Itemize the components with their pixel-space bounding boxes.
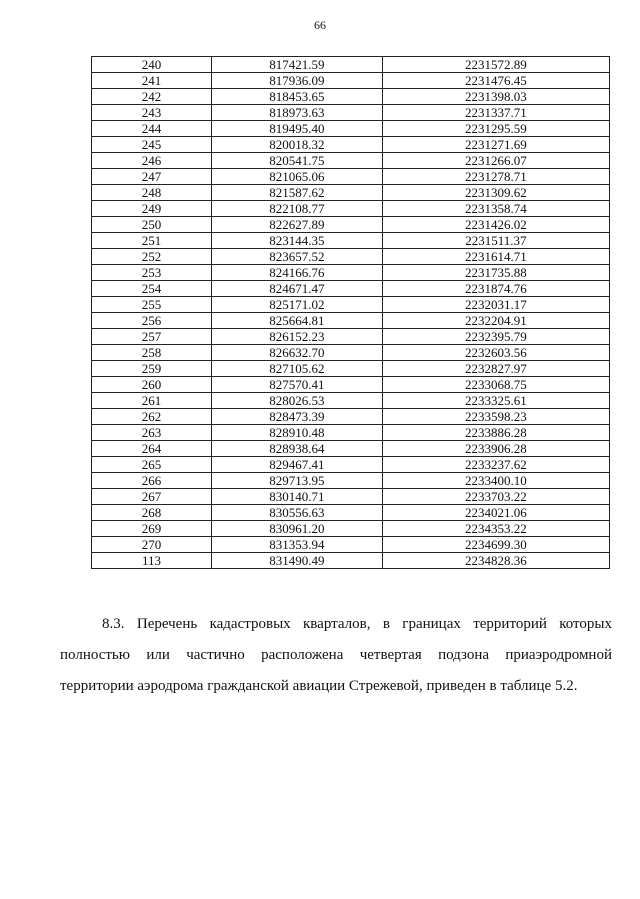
y-coordinate-cell: 2233237.62 [382,457,609,473]
y-coordinate-cell: 2234699.30 [382,537,609,553]
point-number-cell: 253 [92,265,212,281]
page-number: 66 [314,18,326,32]
table-row [92,441,610,457]
table-row [92,185,610,201]
table-row [92,313,610,329]
y-coordinate-cell: 2231614.71 [382,249,609,265]
paragraph-8-3 [60,609,612,702]
x-coordinate-cell: 825171.02 [211,297,382,313]
table-row [92,105,610,121]
y-coordinate-cell: 2232395.79 [382,329,609,345]
table-row [92,345,610,361]
y-coordinate-cell: 2233906.28 [382,441,609,457]
table-row [92,393,610,409]
table-row [92,457,610,473]
x-coordinate-cell: 818973.63 [211,105,382,121]
y-coordinate-cell: 2234828.36 [382,553,609,569]
point-number-cell: 249 [92,201,212,217]
table-row [92,169,610,185]
table-row [92,505,610,521]
y-coordinate-cell: 2232827.97 [382,361,609,377]
x-coordinate-cell: 828473.39 [211,409,382,425]
point-number-cell: 268 [92,505,212,521]
y-coordinate-cell: 2231735.88 [382,265,609,281]
point-number-cell: 262 [92,409,212,425]
x-coordinate-cell: 827570.41 [211,377,382,393]
point-number-cell: 244 [92,121,212,137]
point-number-cell: 269 [92,521,212,537]
y-coordinate-cell: 2234353.22 [382,521,609,537]
y-coordinate-cell: 2234021.06 [382,505,609,521]
point-number-cell: 264 [92,441,212,457]
table-row [92,281,610,297]
point-number-cell: 241 [92,73,212,89]
x-coordinate-cell: 830961.20 [211,521,382,537]
table-row [92,329,610,345]
y-coordinate-cell: 2231358.74 [382,201,609,217]
y-coordinate-cell: 2231874.76 [382,281,609,297]
x-coordinate-cell: 823657.52 [211,249,382,265]
y-coordinate-cell: 2233325.61 [382,393,609,409]
point-number-cell: 246 [92,153,212,169]
x-coordinate-cell: 824166.76 [211,265,382,281]
x-coordinate-cell: 825664.81 [211,313,382,329]
point-number-cell: 247 [92,169,212,185]
x-coordinate-cell: 830140.71 [211,489,382,505]
point-number-cell: 258 [92,345,212,361]
x-coordinate-cell: 817421.59 [211,57,382,73]
y-coordinate-cell: 2231511.37 [382,233,609,249]
x-coordinate-cell: 818453.65 [211,89,382,105]
table-row [92,553,610,569]
table-row [92,297,610,313]
table-row [92,137,610,153]
table-row [92,153,610,169]
point-number-cell: 251 [92,233,212,249]
point-number-cell: 257 [92,329,212,345]
point-number-cell: 248 [92,185,212,201]
point-number-cell: 270 [92,537,212,553]
x-coordinate-cell: 828910.48 [211,425,382,441]
point-number-cell: 252 [92,249,212,265]
point-number-cell: 243 [92,105,212,121]
x-coordinate-cell: 820018.32 [211,137,382,153]
x-coordinate-cell: 826152.23 [211,329,382,345]
table-row [92,377,610,393]
table-row [92,473,610,489]
table-row [92,409,610,425]
x-coordinate-cell: 822627.89 [211,217,382,233]
y-coordinate-cell: 2232603.56 [382,345,609,361]
table-row [92,233,610,249]
point-number-cell: 255 [92,297,212,313]
y-coordinate-cell: 2231309.62 [382,185,609,201]
x-coordinate-cell: 820541.75 [211,153,382,169]
y-coordinate-cell: 2231337.71 [382,105,609,121]
y-coordinate-cell: 2231278.71 [382,169,609,185]
y-coordinate-cell: 2231398.03 [382,89,609,105]
x-coordinate-cell: 824671.47 [211,281,382,297]
coordinates-table-body [92,57,610,569]
y-coordinate-cell: 2232204.91 [382,313,609,329]
y-coordinate-cell: 2231295.59 [382,121,609,137]
point-number-cell: 260 [92,377,212,393]
table-row [92,201,610,217]
point-number-cell: 242 [92,89,212,105]
y-coordinate-cell: 2233068.75 [382,377,609,393]
point-number-cell: 250 [92,217,212,233]
coordinates-table [91,56,610,569]
table-row [92,361,610,377]
x-coordinate-cell: 827105.62 [211,361,382,377]
y-coordinate-cell: 2233400.10 [382,473,609,489]
y-coordinate-cell: 2231572.89 [382,57,609,73]
table-row [92,73,610,89]
point-number-cell: 254 [92,281,212,297]
y-coordinate-cell: 2232031.17 [382,297,609,313]
x-coordinate-cell: 829467.41 [211,457,382,473]
x-coordinate-cell: 831353.94 [211,537,382,553]
table-row [92,537,610,553]
point-number-cell: 261 [92,393,212,409]
point-number-cell: 265 [92,457,212,473]
x-coordinate-cell: 828938.64 [211,441,382,457]
x-coordinate-cell: 830556.63 [211,505,382,521]
point-number-cell: 240 [92,57,212,73]
table-row [92,57,610,73]
table-row [92,425,610,441]
y-coordinate-cell: 2231266.07 [382,153,609,169]
point-number-cell: 263 [92,425,212,441]
y-coordinate-cell: 2231476.45 [382,73,609,89]
table-row [92,217,610,233]
point-number-cell: 259 [92,361,212,377]
table-row [92,521,610,537]
point-number-cell: 245 [92,137,212,153]
y-coordinate-cell: 2231426.02 [382,217,609,233]
table-row [92,249,610,265]
x-coordinate-cell: 828026.53 [211,393,382,409]
x-coordinate-cell: 826632.70 [211,345,382,361]
x-coordinate-cell: 823144.35 [211,233,382,249]
table-row [92,265,610,281]
point-number-cell: 267 [92,489,212,505]
point-number-cell: 113 [92,553,212,569]
paragraph-text: 8.3. Перечень кадастровых кварталов, в границах территорий которых полностью или частично расположена четвертая подзона приаэродромной территории аэродрома гражданской авиации Стрежевой, приведен в таблице 5.2. [60,616,612,694]
table-row [92,121,610,137]
point-number-cell: 256 [92,313,212,329]
point-number-cell: 266 [92,473,212,489]
x-coordinate-cell: 829713.95 [211,473,382,489]
y-coordinate-cell: 2231271.69 [382,137,609,153]
x-coordinate-cell: 822108.77 [211,201,382,217]
x-coordinate-cell: 831490.49 [211,553,382,569]
x-coordinate-cell: 821587.62 [211,185,382,201]
table-row [92,489,610,505]
y-coordinate-cell: 2233703.22 [382,489,609,505]
x-coordinate-cell: 819495.40 [211,121,382,137]
x-coordinate-cell: 817936.09 [211,73,382,89]
y-coordinate-cell: 2233886.28 [382,425,609,441]
x-coordinate-cell: 821065.06 [211,169,382,185]
table-row [92,89,610,105]
y-coordinate-cell: 2233598.23 [382,409,609,425]
